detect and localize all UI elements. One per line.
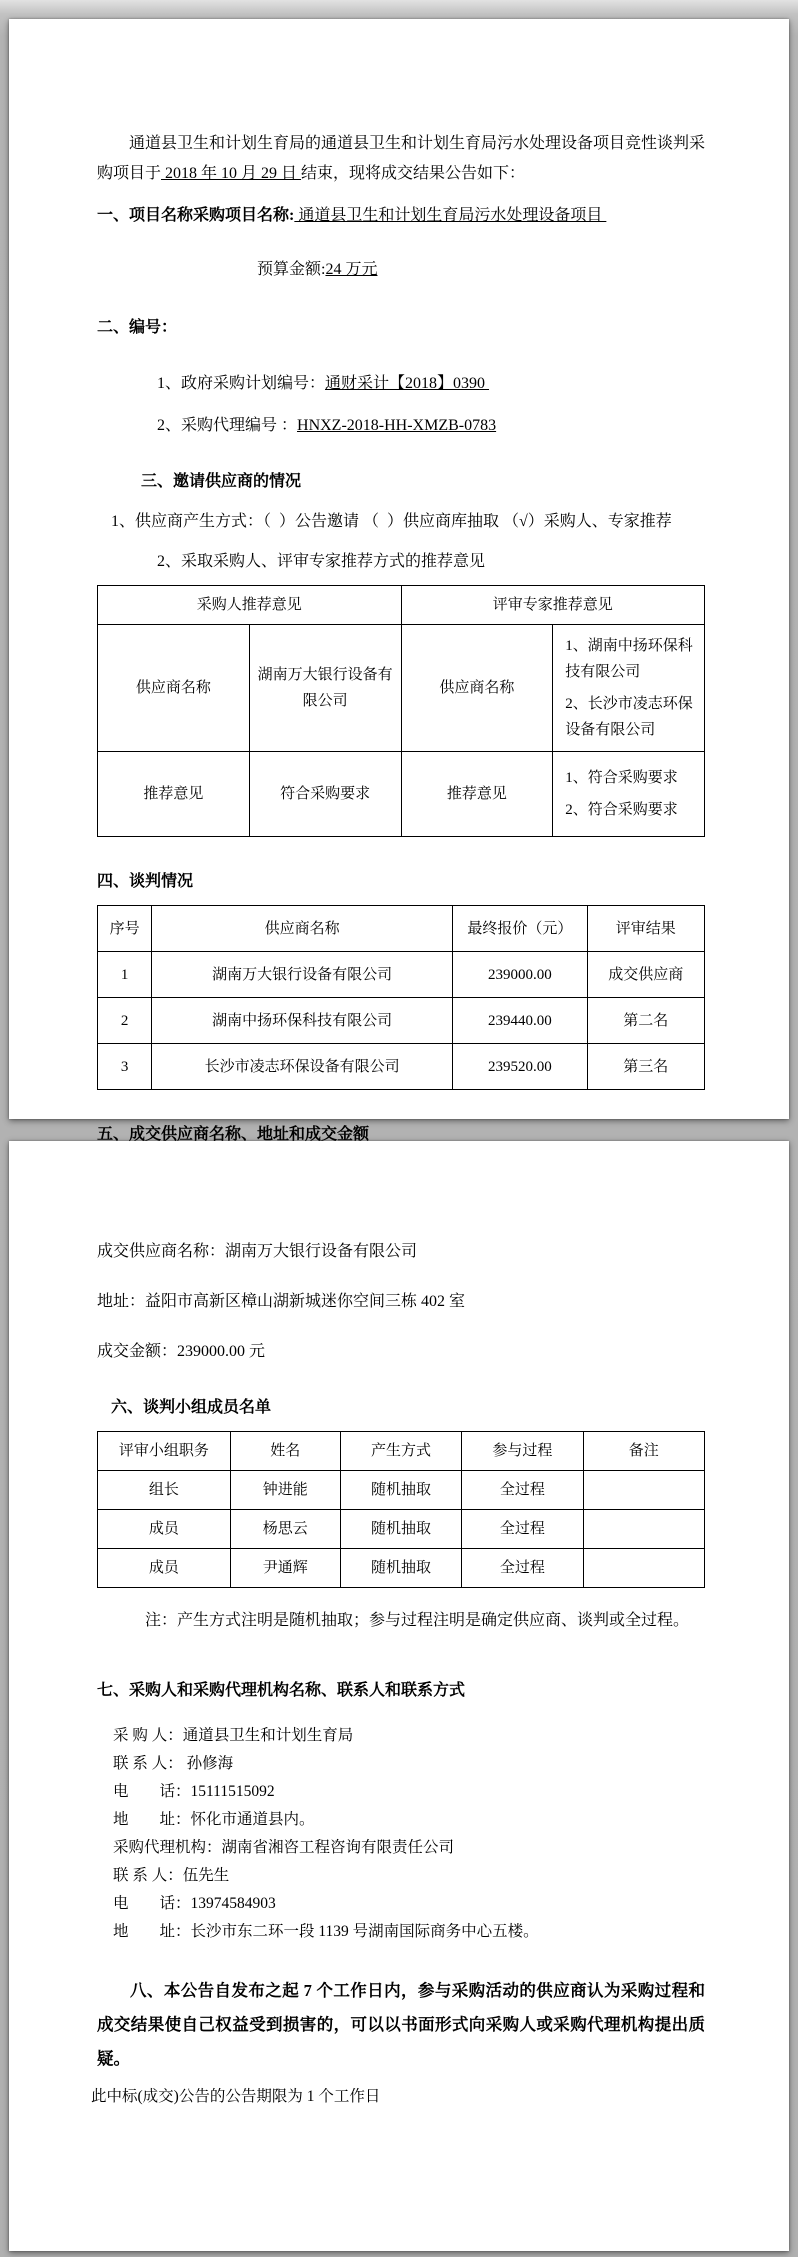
budget-value: 24 万元 (325, 261, 378, 278)
intro-paragraph (97, 129, 705, 189)
contact-line-buyer: 采 购 人：通道县卫生和计划生育局 (113, 1727, 354, 1744)
cell-role: 组长 (98, 1471, 231, 1510)
intro-text-before-date: 通道县卫生和计划生育局的通道县卫生和计划生育局污水处理设备项目竞性谈判采购项目于 (97, 135, 706, 182)
winner-name-line: 成交供应商名称：湖南万大银行设备有限公司 (97, 1243, 418, 1260)
cell-supplier: 湖南万大银行设备有限公司 (152, 952, 453, 998)
table-row (98, 1549, 705, 1588)
table-header-cell: 最终报价（元） (453, 906, 588, 952)
budget-line (257, 255, 705, 285)
winner-address-line: 地址：益阳市高新区樟山湖新城迷你空间三栋 402 室 (97, 1293, 466, 1310)
section-6-heading: 六、谈判小组成员名单 (111, 1399, 272, 1416)
section-3-heading: 三、邀请供应商的情况 (141, 473, 302, 490)
table-row (98, 586, 705, 625)
table-header-cell: 产生方式 (340, 1432, 461, 1471)
table-row (98, 752, 705, 837)
cell-result: 第三名 (587, 1044, 704, 1090)
table-header-cell: 评审专家推荐意见 (401, 586, 705, 625)
contact-line-phone: 电 话：15111515092 (113, 1783, 275, 1800)
cell-opinion-label: 推荐意见 (98, 752, 250, 837)
table-row (98, 625, 705, 752)
cell-name: 尹通辉 (230, 1549, 340, 1588)
cell-method: 随机抽取 (340, 1549, 461, 1588)
agency-number-label: 2、采购代理编号 ： (157, 417, 298, 434)
cell-process: 全过程 (462, 1510, 583, 1549)
cell-result: 第二名 (587, 998, 704, 1044)
supplier-method-line: 1、供应商产生方式：（ ）公告邀请 （ ）供应商库抽取 （√）采购人、专家推荐 (111, 513, 672, 530)
section-8-paragraph: 八、本公告自发布之起 7 个工作日内，参与采购活动的供应商认为采购过程和成交结果使自己权益受到损害的，可以以书面形式向采购人或采购代理机构提出质疑。 (97, 1981, 705, 2068)
cell-price: 239520.00 (453, 1044, 588, 1090)
plan-number-value: 通财采计【2018】0390 (325, 375, 490, 392)
table-header-cell: 供应商名称 (152, 906, 453, 952)
cell-supplier-name-label: 供应商名称 (401, 625, 553, 752)
cell-role: 成员 (98, 1549, 231, 1588)
table-row (98, 1044, 705, 1090)
expert-opinion-2: 2、符合采购要求 (565, 802, 678, 818)
table-row (98, 906, 705, 952)
panel-table (97, 1431, 705, 1588)
cell-remark (583, 1510, 704, 1549)
cell-supplier: 湖南中扬环保科技有限公司 (152, 998, 453, 1044)
cell-supplier: 长沙市凌志环保设备有限公司 (152, 1044, 453, 1090)
footer-line: 此中标(成交)公告的公告期限为 1 个工作日 (91, 2088, 381, 2105)
table-row (98, 1510, 705, 1549)
table-header-cell: 采购人推荐意见 (98, 586, 402, 625)
table-header-cell: 评审结果 (587, 906, 704, 952)
section-1-heading (97, 201, 705, 231)
expert-supplier-1: 1、湖南中扬环保科技有限公司 (565, 638, 693, 680)
section-7-heading: 七、采购人和采购代理机构名称、联系人和联系方式 (97, 1682, 466, 1699)
table-row (98, 1432, 705, 1471)
cell-name: 杨思云 (230, 1510, 340, 1549)
winner-amount-line: 成交金额：239000.00 元 (97, 1343, 266, 1360)
contact-line-agency-phone: 电 话：13974584903 (113, 1895, 276, 1912)
cell-remark (583, 1471, 704, 1510)
agency-number-value: HNXZ-2018-HH-XMZB-0783 (297, 417, 497, 434)
table-header-cell: 评审小组职务 (98, 1432, 231, 1471)
table-header-cell: 序号 (98, 906, 152, 952)
agency-number-line (157, 411, 705, 441)
plan-number-line (157, 369, 705, 399)
contact-line-agency-contact: 联 系 人：伍先生 (113, 1867, 230, 1884)
contact-line-agency-address: 地 址：长沙市东二环一段 1139 号湖南国际商务中心五楼。 (113, 1923, 539, 1940)
section-1-label: 一、项目名称采购项目名称: (97, 207, 295, 224)
contact-line-address: 地 址：怀化市通道县内。 (113, 1811, 315, 1828)
table-header-cell: 备注 (583, 1432, 704, 1471)
table-row (98, 1471, 705, 1510)
intro-text-after-date: 结束，现将成交结果公告如下： (301, 165, 526, 182)
negotiation-table (97, 905, 705, 1090)
page-1 (9, 19, 789, 1143)
expert-supplier-2: 2、长沙市凌志环保设备有限公司 (565, 696, 693, 738)
cell-result: 成交供应商 (587, 952, 704, 998)
recommendation-table (97, 585, 705, 837)
contact-line-agency: 采购代理机构：湖南省湘咨工程咨询有限责任公司 (113, 1839, 455, 1856)
plan-number-label: 1、政府采购计划编号： (157, 375, 326, 392)
section-2-heading: 二、编号： (97, 319, 178, 336)
cell-opinion-label: 推荐意见 (401, 752, 553, 837)
cell-price: 239440.00 (453, 998, 588, 1044)
cell-buyer-supplier: 湖南万大银行设备有限公司 (249, 625, 401, 752)
cell-buyer-opinion: 符合采购要求 (249, 752, 401, 837)
cell-process: 全过程 (462, 1549, 583, 1588)
cell-supplier-name-label: 供应商名称 (98, 625, 250, 752)
project-name-value: 通道县卫生和计划生育局污水处理设备项目 (294, 207, 607, 224)
table-row (98, 952, 705, 998)
cell-index: 3 (98, 1044, 152, 1090)
table-header-cell: 姓名 (230, 1432, 340, 1471)
cell-price: 239000.00 (453, 952, 588, 998)
cell-process: 全过程 (462, 1471, 583, 1510)
cell-method: 随机抽取 (340, 1471, 461, 1510)
table-header-cell: 参与过程 (462, 1432, 583, 1471)
table-row (98, 998, 705, 1044)
note-line: 注：产生方式注明是随机抽取；参与过程注明是确定供应商、谈判或全过程。 (145, 1612, 690, 1629)
cell-index: 2 (98, 998, 152, 1044)
cell-expert-suppliers (553, 625, 705, 752)
expert-opinion-1: 1、符合采购要求 (565, 770, 678, 786)
recommend-intro-line: 2、采取采购人、评审专家推荐方式的推荐意见 (157, 553, 486, 570)
cell-expert-opinions (553, 752, 705, 837)
cell-remark (583, 1549, 704, 1588)
cell-index: 1 (98, 952, 152, 998)
page-2 (9, 1141, 789, 2251)
budget-label: 预算金额: (257, 261, 326, 278)
section-5-heading: 五、成交供应商名称、地址和成交金额 (97, 1126, 370, 1143)
contact-line-contact: 联 系 人： 孙修海 (113, 1755, 234, 1772)
cell-name: 钟进能 (230, 1471, 340, 1510)
contact-block (97, 1722, 705, 1946)
intro-date: 2018 年 10 月 29 日 (161, 165, 302, 182)
section-4-heading: 四、谈判情况 (97, 873, 194, 890)
cell-method: 随机抽取 (340, 1510, 461, 1549)
cell-role: 成员 (98, 1510, 231, 1549)
